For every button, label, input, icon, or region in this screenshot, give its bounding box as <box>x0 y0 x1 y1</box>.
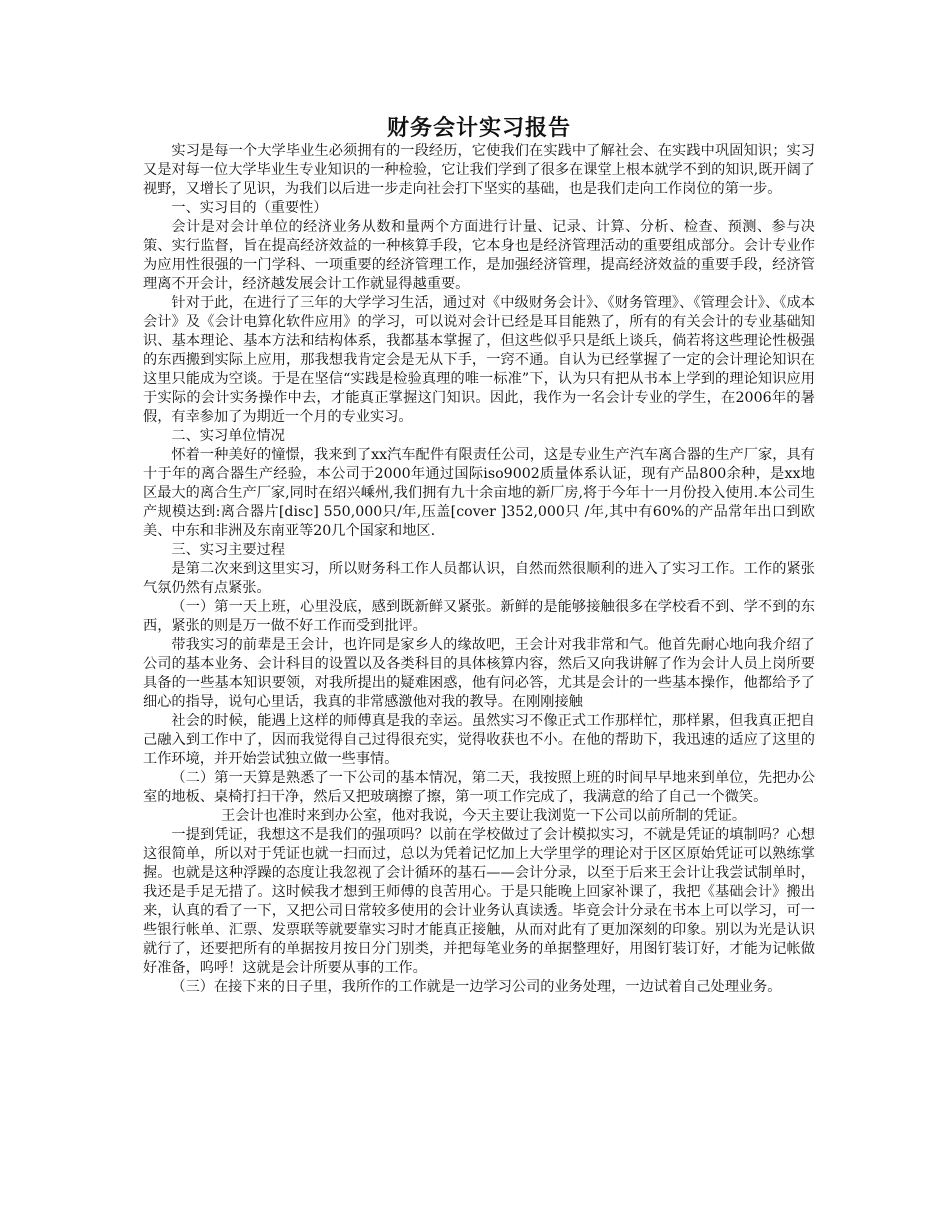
section-heading-process: 三、实习主要过程 <box>171 542 285 558</box>
unit-paragraph: 怀着一种美好的憧憬，我来到了xx汽车配件有限责任公司，这是专业生产汽车离合器的生产厂家，具有十于年的离合器生产经验，本公司于2000年通过国际iso9002质量体系认证，现有产品800余种，是xx地区最大的离合生产厂家,同时在绍兴嵊州,我们拥有九十余亩地的新厂房,将于今年十一月份投入使用.本公司生产规模达到:离合器片[disc] 550,000只/年,压盖[cover ]352,000只 /年,其中有60%的产品常年出口到欧美、中东和非洲及东南亚等20几个国家和地区. <box>143 447 815 539</box>
process-paragraph-day1: （一）第一天上班，心里没底，感到既新鲜又紧张。新鲜的是能够接触很多在学校看不到、学不到的东西，紧张的则是万一做不好工作而受到批评。 <box>143 599 815 634</box>
purpose-paragraph-1: 会计是对会计单位的经济业务从数和量两个方面进行计量、记录、计算、分析、检查、预测、参与决策、实行监督，旨在提高经济效益的一种核算手段，它本身也是经济管理活动的重要组成部分。会计专业作为应用性很强的一门学科、一项重要的经济管理工作，是加强经济管理，提高经济效益的重要手段，经济管理离不开会计，经济越发展会计工作就显得越重要。 <box>143 219 815 292</box>
intro-paragraph: 实习是每一个大学毕业生必须拥有的一段经历，它使我们在实践中了解社会、在实践中巩固知识；实习又是对每一位大学毕业生专业知识的一种检验，它让我们学到了很多在课堂上根本就学不到的知识,既开阔了视野，又增长了见识，为我们以后进一步走向社会打下坚实的基础，也是我们走向工作岗位的第一步。 <box>143 143 815 197</box>
process-paragraph-day3: （三）在接下来的日子里，我所作的工作就是一边学习公司的业务处理，一边试着自己处理业务。 <box>171 979 782 995</box>
process-paragraph-society: 社会的时候，能遇上这样的师傅真是我的幸运。虽然实习不像正式工作那样忙，那样累，但我真正把自己融入到工作中了，因而我觉得自己过得很充实，觉得收获也不小。在他的帮助下，我迅速的适应了这里的工作环境，并开始尝试独立做一些事情。 <box>143 713 815 767</box>
report-title: 财务会计实习报告 <box>386 115 571 141</box>
section-heading-unit: 二、实习单位情况 <box>171 428 285 444</box>
purpose-paragraph-2: 针对于此，在进行了三年的大学学习生活，通过对《中级财务会计》、《财务管理》、《管理会计》、《成本会计》及《会计电算化软件应用》的学习，可以说对会计已经是耳目能熟了，所有的有关会计的专业基础知识、基本理论、基本方法和结构体系，我都基本掌握了，但这些似乎只是纸上谈兵，倘若将这些理论性极强的东西搬到实际上应用，那我想我肯定会是无从下手，一窍不通。自认为已经掌握了一定的会计理论知识在这里只能成为空谈。于是在坚信“实践是检验真理的唯一标准”下，认为只有把从书本上学到的理论知识应用于实际的会计实务操作中去，才能真正掌握这门知识。因此，我作为一名会计专业的学生，在2006年的暑假，有幸参加了为期近一个月的专业实习。 <box>143 295 815 425</box>
process-paragraph-day2: （二）第一天算是熟悉了一下公司的基本情况，第二天，我按照上班的时间早早地来到单位，先把办公室的地板、桌椅打扫干净，然后又把玻璃擦了擦，第一项工作完成了，我满意的给了自己一个微笑。 <box>143 770 815 805</box>
section-heading-purpose: 一、实习目的（重要性） <box>171 200 328 216</box>
report-page <box>143 114 815 997</box>
process-paragraph-reflection: 一提到凭证，我想这不是我们的强项吗？以前在学校做过了会计模拟实习，不就是凭证的填制吗？心想这很简单，所以对于凭证也就一扫而过，总以为凭着记忆加上大学里学的理论对于区区原始凭证可以熟练掌握。也就是这种浮躁的态度让我忽视了会计循环的基石——会计分录，以至于后来王会计让我尝试制单时，我还是手足无措了。这时候我才想到王师傅的良苦用心。于是只能晚上回家补课了，我把《基础会计》搬出来，认真的看了一下，又把公司日常较多使用的会计业务认真读透。毕竟会计分录在书本上可以学习，可一些银行帐单、汇票、发票联等就要靠实习时才能真正接触，从而对此有了更加深刻的印象。别以为光是认识就行了，还要把所有的单据按月按日分门别类，并把每笔业务的单据整理好，用图钉装订好，才能为记帐做好准备，呜呼！这就是会计所要从事的工作。 <box>143 827 815 976</box>
process-paragraph-intro: 是第二次来到这里实习，所以财务科工作人员都认识，自然而然很顺利的进入了实习工作。工作的紧张气氛仍然有点紧张。 <box>143 561 815 596</box>
process-paragraph-vouchers: 王会计也准时来到办公室，他对我说，今天主要让我浏览一下公司以前所制的凭证。 <box>221 808 747 824</box>
process-paragraph-mentor: 带我实习的前辈是王会计，也许同是家乡人的缘故吧，王会计对我非常和气。他首先耐心地向我介绍了公司的基本业务、会计科目的设置以及各类科目的具体核算内容，然后又向我讲解了作为会计人员上岗所要具备的一些基本知识要领，对我所提出的疑难困惑，他有问必答，尤其是会计的一些基本操作，他都给予了细心的指导，说句心里话，我真的非常感激他对我的教导。在刚刚接触 <box>143 637 815 710</box>
